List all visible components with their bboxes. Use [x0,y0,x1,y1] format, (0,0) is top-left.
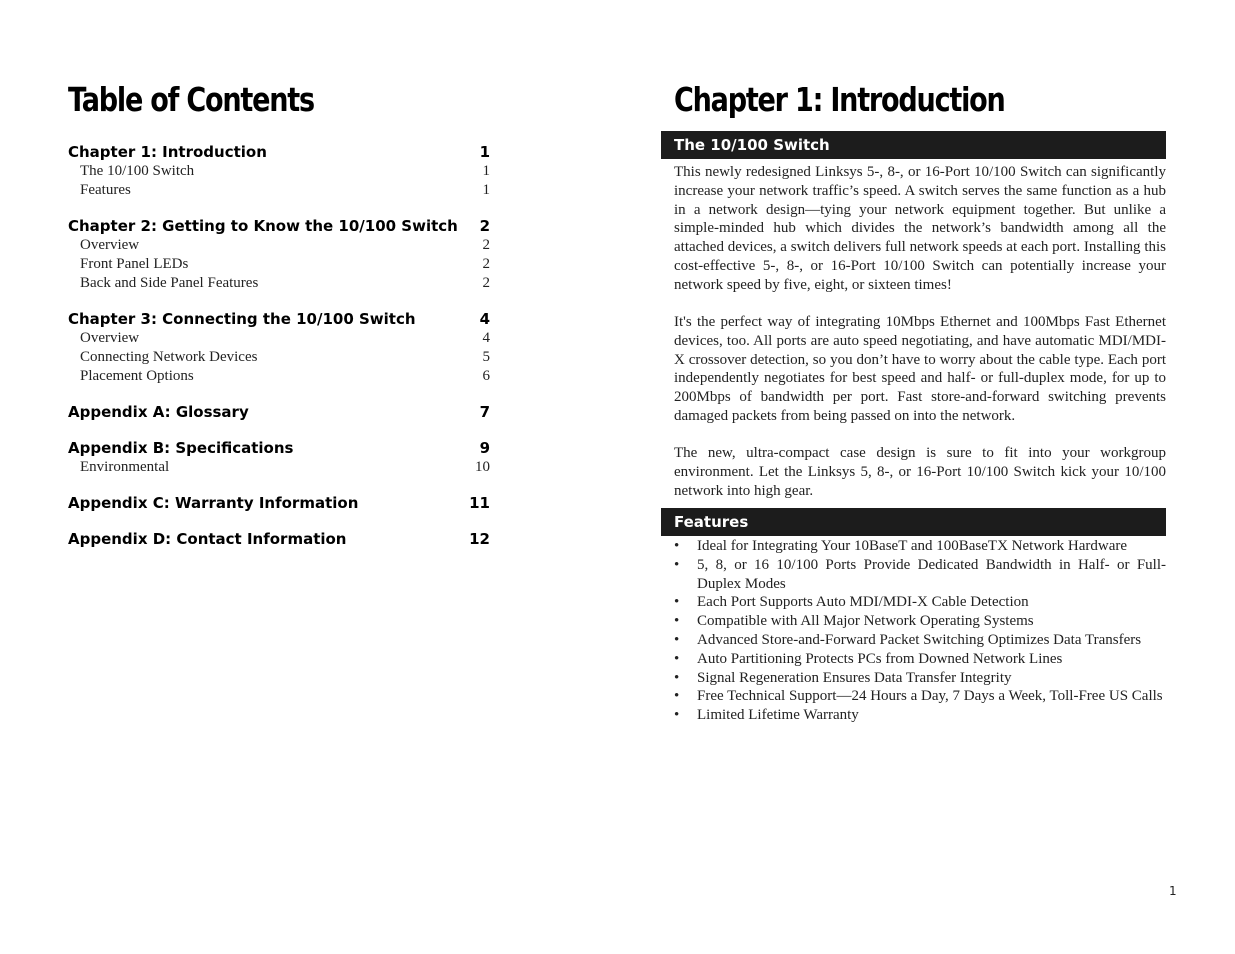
toc-entry[interactable] [68,274,490,293]
toc-entry-label: Overview [80,237,140,253]
toc-entry[interactable] [68,162,490,181]
toc-section-heading[interactable] [68,402,490,422]
section-heading-features: Features [661,508,1166,536]
toc-section-title: Chapter 3: Connecting the 10/100 Switch [68,310,416,328]
feature-item: • Signal Regeneration Ensures Data Transfer Integrity [674,669,1166,688]
toc-entry[interactable] [68,329,490,348]
toc-section-heading[interactable] [68,216,490,236]
toc-page-number: 5 [482,349,490,365]
toc-entry-label: Connecting Network Devices [80,349,258,365]
toc-section-heading[interactable] [68,142,490,162]
paragraph: The new, ultra-compact case design is sure to fit into your workgroup environment. Let the Linksys 5, 8-, or 16-Port 10/100 Switch kick your 10/100 network into high gear. [674,445,1166,499]
feature-item: • Limited Lifetime Warranty [674,706,1166,725]
section-heading-switch: The 10/100 Switch [661,131,1166,159]
toc-entry[interactable] [68,367,490,386]
table-of-contents [68,142,490,565]
toc-page-number: 1 [482,163,490,179]
toc-page-number: 12 [469,530,490,548]
toc-page-number: 1 [479,143,490,161]
features-list [674,537,1166,725]
toc-entry-label: The 10/100 Switch [80,163,195,179]
left-page [0,0,617,954]
toc-page-number: 10 [475,459,490,475]
toc-entry-label: Front Panel LEDs [80,256,189,272]
toc-section-heading[interactable] [68,438,490,458]
toc-section-heading[interactable] [68,529,490,549]
toc-section [68,142,490,200]
paragraph: This newly redesigned Linksys 5-, 8-, or 16-Port 10/100 Switch can significantly increase your network traffic’s speed. A switch serves the same function as a hub in a network design—tying your network equipment together. But unlike a simple-minded hub which divides the network’s bandwidth among all the attached devices, a switch delivers full network speeds at each port. Installing this cost-effective 5-, 8-, or 16-Port 10/100 Switch can potentially increase your network speed by five, eight, or sixteen times! [674,164,1166,293]
toc-page-number: 2 [482,237,490,253]
toc-entry-label: Environmental [80,459,170,475]
toc-entry-label: Back and Side Panel Features [80,275,259,291]
toc-entry[interactable] [68,181,490,200]
toc-section-title: Chapter 1: Introduction [68,143,267,161]
feature-item: • Free Technical Support—24 Hours a Day, 7 Days a Week, Toll-Free US Calls [674,687,1166,706]
toc-entry[interactable] [68,458,490,477]
toc-section [68,529,490,549]
chapter-title: Chapter 1: Introduction [674,80,1005,119]
toc-page-number: 6 [482,368,490,384]
toc-entry-label: Features [80,182,131,198]
feature-item: • Advanced Store-and-Forward Packet Switching Optimizes Data Transfers [674,631,1166,650]
feature-item: • Compatible with All Major Network Operating Systems [674,612,1166,631]
toc-section [68,438,490,477]
toc-entry[interactable] [68,236,490,255]
toc-page-number: 7 [479,403,490,421]
toc-section-heading[interactable] [68,493,490,513]
toc-page-number: 2 [479,217,490,235]
toc-section-title: Appendix C: Warranty Information [68,494,359,512]
toc-page-number: 11 [469,494,490,512]
paragraph: It's the perfect way of integrating 10Mbps Ethernet and 100Mbps Fast Ethernet devices, too. All ports are auto speed negotiating, and have automatic MDI/MDI-X crossover detection, so you don’t have to worry about the cable type. Each port independently negotiates for best speed and half- or full-duplex mode, for up to 200Mbps of bandwidth per port. Fast store-and-forward switching prevents damaged packets from being passed on into the network. [674,314,1166,424]
toc-entry[interactable] [68,348,490,367]
toc-page-number: 2 [482,256,490,272]
feature-item: • Ideal for Integrating Your 10BaseT and 100BaseTX Network Hardware [674,537,1166,556]
feature-item: • 5, 8, or 16 10/100 Ports Provide Dedicated Bandwidth in Half- or Full-Duplex Modes [674,556,1166,594]
toc-section-heading[interactable] [68,309,490,329]
toc-entry[interactable] [68,255,490,274]
feature-item: • Auto Partitioning Protects PCs from Downed Network Lines [674,650,1166,669]
toc-page-number: 4 [479,310,490,328]
page-number: 1 [1169,884,1177,898]
toc-page-number: 1 [482,182,490,198]
toc-section [68,309,490,386]
toc-entry-label: Overview [80,330,140,346]
feature-item: • Each Port Supports Auto MDI/MDI-X Cable Detection [674,593,1166,612]
toc-section [68,402,490,422]
toc-title: Table of Contents [68,80,314,119]
toc-page-number: 9 [479,439,490,457]
toc-section [68,216,490,293]
toc-section-title: Appendix A: Glossary [68,403,249,421]
right-page [617,0,1235,954]
toc-entry-label: Placement Options [80,368,194,384]
toc-section-title: Appendix D: Contact Information [68,530,347,548]
toc-section-title: Chapter 2: Getting to Know the 10/100 Switch [68,217,458,235]
toc-page-number: 2 [482,275,490,291]
toc-section [68,493,490,513]
toc-page-number: 4 [482,330,490,346]
toc-section-title: Appendix B: Specifications [68,439,294,457]
